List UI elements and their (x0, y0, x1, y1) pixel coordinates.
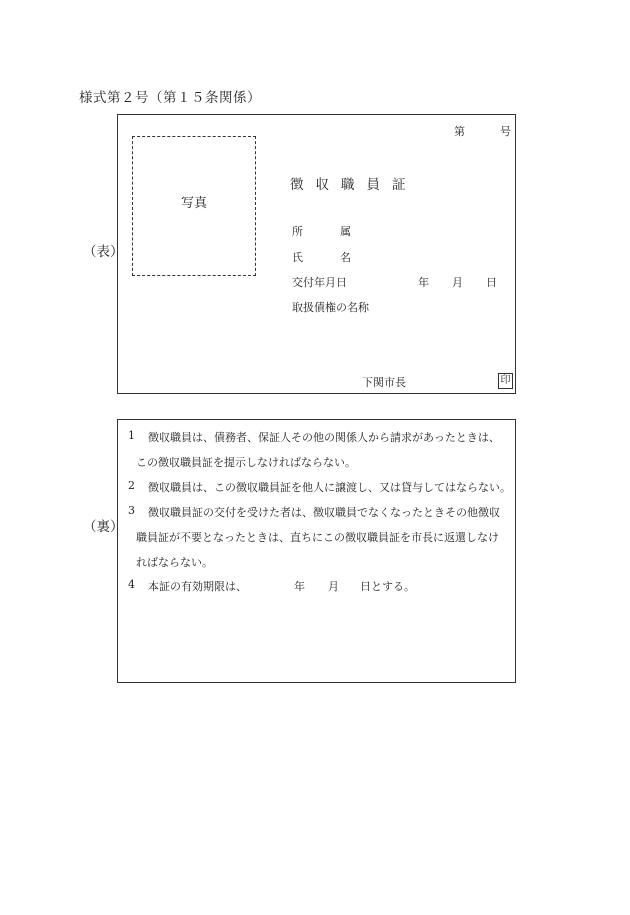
issue-date-label: 交付年月日 (292, 276, 347, 289)
issue-day: 日 (486, 276, 497, 289)
note2-line1: 徴収職員は、この徴収職員証を他人に譲渡し、又は貸与してはならない。 (148, 481, 511, 494)
note3-number: 3 (128, 504, 135, 517)
field-name-char1: 氏 (292, 251, 303, 264)
seal-mark: 印 (498, 373, 513, 389)
card-front (117, 114, 516, 394)
field-affiliation-char1: 所 (292, 225, 303, 238)
note1-line2: この徴収職員証を提示しなければならない。 (136, 456, 356, 469)
number-suffix: 号 (500, 125, 511, 138)
card-title: 徴収職員証 (290, 177, 418, 193)
photo-placeholder (132, 136, 256, 276)
note2-number: 2 (128, 479, 135, 492)
card-back (117, 419, 516, 683)
note4-month: 月 (328, 580, 339, 593)
note3-line1: 徴収職員証の交付を受けた者は、徴収職員でなくなったときその他徴収 (148, 506, 500, 519)
note3-line3: ればならない。 (136, 556, 213, 569)
issuer: 下関市長 (362, 376, 406, 389)
note3-line2: 職員証が不要となったときは、直ちにこの徴収職員証を市長に返還しなけ (136, 531, 499, 544)
front-side-label: （表） (83, 244, 124, 260)
note1-line1: 徴収職員は、債務者、保証人その他の関係人から請求があったときは、 (148, 431, 500, 444)
field-affiliation-char2: 属 (340, 225, 351, 238)
note4-day-end: 日とする。 (360, 580, 415, 593)
issue-year: 年 (418, 276, 429, 289)
photo-label: 写真 (180, 196, 207, 211)
claims-label: 取扱債権の名称 (292, 301, 369, 314)
number-prefix: 第 (454, 125, 465, 138)
issue-month: 月 (452, 276, 463, 289)
note4-year: 年 (294, 580, 305, 593)
field-name-char2: 名 (340, 251, 351, 264)
note4-number: 4 (128, 578, 135, 591)
note1-number: 1 (128, 429, 135, 442)
back-side-label: （裏） (83, 519, 124, 535)
note4-text: 本証の有効期限は、 (148, 580, 247, 593)
form-title: 様式第２号（第１５条関係） (79, 90, 261, 106)
